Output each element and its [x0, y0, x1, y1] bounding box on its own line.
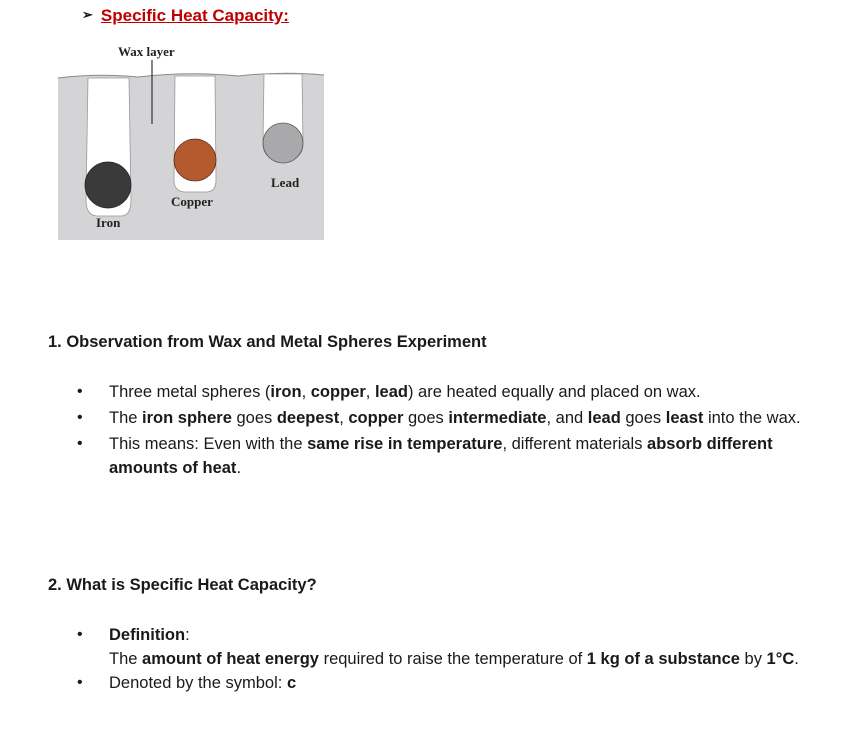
wax-experiment-figure	[58, 40, 324, 240]
section-heading	[82, 6, 289, 26]
list-item: • Definition: The amount of heat energy required to raise the temperature of 1 kg of a substance by 1°C.	[0, 623, 820, 671]
definition-list	[0, 623, 820, 697]
observation-list	[0, 380, 820, 482]
section-1-title: 1. Observation from Wax and Metal Spheres Experiment	[48, 333, 487, 351]
list-item: • The iron sphere goes deepest, copper goes intermediate, and lead goes least into the wax.	[0, 406, 820, 430]
iron-sphere	[85, 162, 131, 208]
copper-label: Copper	[171, 194, 213, 209]
lead-label: Lead	[271, 175, 300, 190]
copper-sphere	[174, 139, 216, 181]
lead-sphere	[263, 123, 303, 163]
list-item: • Three metal spheres (iron, copper, lead) are heated equally and placed on wax.	[0, 380, 820, 404]
iron-label: Iron	[96, 215, 121, 230]
arrow-bullet-icon: ➢	[82, 7, 93, 22]
list-item: • This means: Even with the same rise in temperature, different materials absorb different amounts of heat.	[0, 432, 820, 480]
wax-layer-label: Wax layer	[118, 44, 175, 59]
list-item: • Denoted by the symbol: c	[0, 671, 820, 695]
heading-text: Specific Heat Capacity:	[100, 6, 289, 25]
section-2-title: 2. What is Specific Heat Capacity?	[48, 576, 317, 594]
